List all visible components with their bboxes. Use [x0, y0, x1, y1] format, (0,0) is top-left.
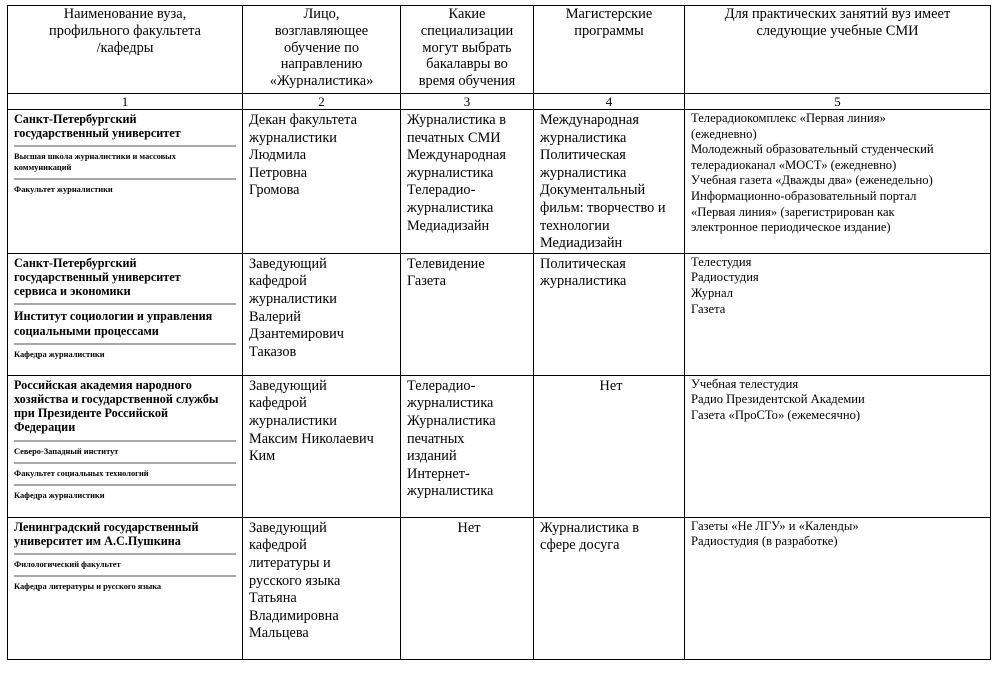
head-person-line: кафедрой	[249, 537, 307, 554]
university-name-line: университет им А.С.Пушкина	[14, 533, 181, 548]
head-person-line: Ким	[249, 448, 276, 465]
subunit-name-line: Кафедра журналистики	[14, 490, 105, 500]
subunit-name	[14, 184, 234, 195]
media-line: Телерадиокомплекс «Первая линия»	[691, 111, 886, 125]
media-cell	[685, 375, 991, 517]
head-person-line: Валерий	[249, 308, 301, 325]
head-person-line: Владимировна	[249, 607, 339, 624]
table-row	[8, 375, 991, 517]
head-person-line: Мальцева	[249, 625, 309, 642]
specializations-cell	[401, 517, 534, 659]
masters-none: Нет	[599, 377, 623, 394]
media-cell	[685, 517, 991, 659]
head-person-line: Заведующий	[249, 255, 327, 272]
specialization-line: Журналистика	[407, 412, 496, 429]
subunit-divider	[14, 343, 236, 345]
masters-cell	[534, 375, 685, 517]
subunit-name-line: Высшая школа журналистики и массовых	[14, 152, 176, 162]
subunit-divider	[14, 303, 236, 305]
masters-line: Политическая	[540, 255, 626, 272]
subunit-divider	[14, 553, 236, 555]
media-line: Учебная телестудия	[691, 376, 799, 391]
header-row	[8, 6, 991, 94]
subunit-name	[14, 581, 234, 592]
head-person-line: Заведующий	[249, 519, 327, 536]
specialization-line: журналистика	[407, 164, 494, 181]
head-person-line: Дзантемирович	[249, 326, 344, 343]
header-masters: Магистерские программы	[534, 6, 685, 94]
column-number: 1	[8, 94, 243, 110]
university-name-line: сервиса и экономики	[14, 284, 131, 299]
head-person-line: журналистики	[249, 412, 337, 429]
head-person-line: литературы и	[249, 554, 331, 571]
media-line: (ежедневно)	[691, 126, 757, 141]
specialization-line: журналистика	[407, 483, 494, 500]
head-person-line: Таказов	[249, 343, 297, 360]
masters-line: Журналистика в	[540, 519, 639, 536]
media-line: Учебная газета «Дважды два» (еженедельно)	[691, 173, 933, 188]
media-line: электронное периодическое издание)	[691, 220, 891, 235]
subunit-name	[14, 446, 234, 457]
media-line: Газета «ПроСТо» (ежемесячно)	[691, 407, 861, 422]
subunit-divider	[14, 145, 236, 147]
university-name-line: государственный университет	[14, 269, 181, 284]
media-line: Газеты «Не ЛГУ» и «Календы»	[691, 518, 859, 533]
university-name-line: Санкт-Петербургский	[14, 112, 137, 126]
media-line: Журнал	[691, 285, 733, 300]
specializations-none: Нет	[457, 519, 481, 536]
head-person-line: кафедрой	[249, 273, 307, 290]
head-person-line: Заведующий	[249, 377, 327, 394]
media-cell	[685, 253, 991, 375]
university-name-line: Федерации	[14, 420, 76, 435]
header-specializations: Какие специализации могут выбрать бакалавры во время обучения	[401, 6, 534, 94]
header-media: Для практических занятий вуз имеет следующие учебные СМИ	[685, 6, 991, 94]
subunit-divider	[14, 484, 236, 486]
head-person-cell	[243, 253, 401, 375]
subunit-name-line: Филологический факультет	[14, 560, 121, 570]
head-person-cell	[243, 517, 401, 659]
head-person-line: Людмила	[249, 147, 307, 164]
university-cell	[8, 375, 243, 517]
university-name-line: Ленинградский государственный	[14, 519, 199, 534]
masters-line: сфере досуга	[540, 537, 620, 554]
media-line: Информационно-образовательный портал	[691, 188, 917, 203]
subunit-divider	[14, 178, 236, 180]
table-row	[8, 253, 991, 375]
media-line: телерадиоканал «МОСТ» (ежедневно)	[691, 157, 897, 172]
subunit-name-line: Факультет социальных технологий	[14, 468, 149, 478]
masters-line: Документальный	[540, 182, 646, 199]
media-line: Радиостудия	[691, 270, 759, 285]
university-name-line: Санкт-Петербургский	[14, 255, 137, 270]
university-name-line: хозяйства и государственной службы	[14, 391, 219, 406]
specialization-line: Телерадио-	[407, 182, 476, 199]
head-person-line: русского языка	[249, 572, 341, 589]
specializations-cell	[401, 253, 534, 375]
media-line: Молодежный образовательный студенческий	[691, 142, 934, 157]
specializations-cell	[401, 110, 534, 254]
university-name-line: Российская академия народного	[14, 377, 192, 392]
university-cell	[8, 253, 243, 375]
subunit-divider	[14, 462, 236, 464]
subunit-name	[14, 151, 234, 173]
table-row	[8, 110, 991, 254]
subunit-name	[14, 490, 234, 501]
subunit-name-line: Северо-Западный институт	[14, 446, 119, 456]
head-person-cell	[243, 375, 401, 517]
masters-line: Политическая	[540, 147, 626, 164]
head-person-line: Декан факультета	[249, 112, 357, 128]
subunit-name-line: Кафедра журналистики	[14, 349, 105, 359]
column-number: 4	[534, 94, 685, 110]
header-head-person: Лицо, возглавляющее обучение по направлению «Журналистика»	[243, 6, 401, 94]
subunit-name	[14, 309, 234, 337]
specialization-line: журналистика	[407, 199, 494, 216]
head-person-line: Громова	[249, 182, 300, 199]
university-cell	[8, 110, 243, 254]
media-cell	[685, 110, 991, 254]
head-person-line: Татьяна	[249, 590, 297, 607]
university-name	[14, 112, 234, 140]
subunit-name-line: Институт социологии и управления	[14, 309, 213, 324]
university-name	[14, 520, 234, 548]
media-line: Радиостудия (в разработке)	[691, 534, 838, 549]
university-cell	[8, 517, 243, 659]
specialization-line: изданий	[407, 448, 457, 465]
head-person-cell	[243, 110, 401, 254]
media-line: Радио Президентской Академии	[691, 392, 865, 407]
masters-cell	[534, 517, 685, 659]
masters-cell	[534, 110, 685, 254]
specialization-line: Телерадио-	[407, 377, 476, 394]
university-name	[14, 256, 234, 299]
masters-line: Международная	[540, 112, 639, 128]
header-university: Наименование вуза, профильного факультета /кафедры	[8, 6, 243, 94]
masters-line: фильм: творчество и	[540, 199, 666, 216]
specialization-line: Газета	[407, 273, 447, 290]
subunit-name-line: Кафедра литературы и русского языка	[14, 582, 162, 592]
specialization-line: Интернет-	[407, 465, 470, 482]
media-line: «Первая линия» (зарегистрирован как	[691, 204, 895, 219]
specialization-line: печатных	[407, 430, 465, 447]
subunit-name	[14, 559, 234, 570]
specialization-line: Журналистика в	[407, 112, 506, 128]
specialization-line: Медиадизайн	[407, 217, 490, 234]
subunit-name-line: Факультет журналистики	[14, 185, 113, 195]
masters-line: технологии	[540, 217, 610, 234]
head-person-line: журналистики	[249, 129, 337, 146]
table-row	[8, 517, 991, 659]
subunit-name	[14, 349, 234, 360]
subunit-divider	[14, 440, 236, 442]
column-number: 3	[401, 94, 534, 110]
column-number-row	[8, 94, 991, 110]
masters-line: Медиадизайн	[540, 235, 623, 252]
subunit-name	[14, 468, 234, 479]
masters-line: журналистика	[540, 164, 627, 181]
universities-table	[7, 5, 991, 660]
head-person-line: Петровна	[249, 164, 308, 181]
head-person-line: Максим Николаевич	[249, 430, 374, 447]
masters-line: журналистика	[540, 273, 627, 290]
subunit-divider	[14, 575, 236, 577]
university-name-line: государственный университет	[14, 126, 181, 141]
column-number: 5	[685, 94, 991, 110]
column-number: 2	[243, 94, 401, 110]
university-name	[14, 378, 234, 435]
specialization-line: печатных СМИ	[407, 129, 501, 146]
masters-line: журналистика	[540, 129, 627, 146]
specialization-line: Международная	[407, 147, 506, 164]
specializations-cell	[401, 375, 534, 517]
specialization-line: журналистика	[407, 395, 494, 412]
masters-cell	[534, 253, 685, 375]
media-line: Газета	[691, 301, 726, 316]
head-person-line: журналистики	[249, 290, 337, 307]
university-name-line: при Президенте Российской	[14, 406, 168, 421]
subunit-name-line: социальными процессами	[14, 323, 159, 338]
head-person-line: кафедрой	[249, 395, 307, 412]
media-line: Телестудия	[691, 254, 752, 269]
specialization-line: Телевидение	[407, 255, 485, 272]
subunit-name-line: коммуникаций	[14, 163, 72, 173]
